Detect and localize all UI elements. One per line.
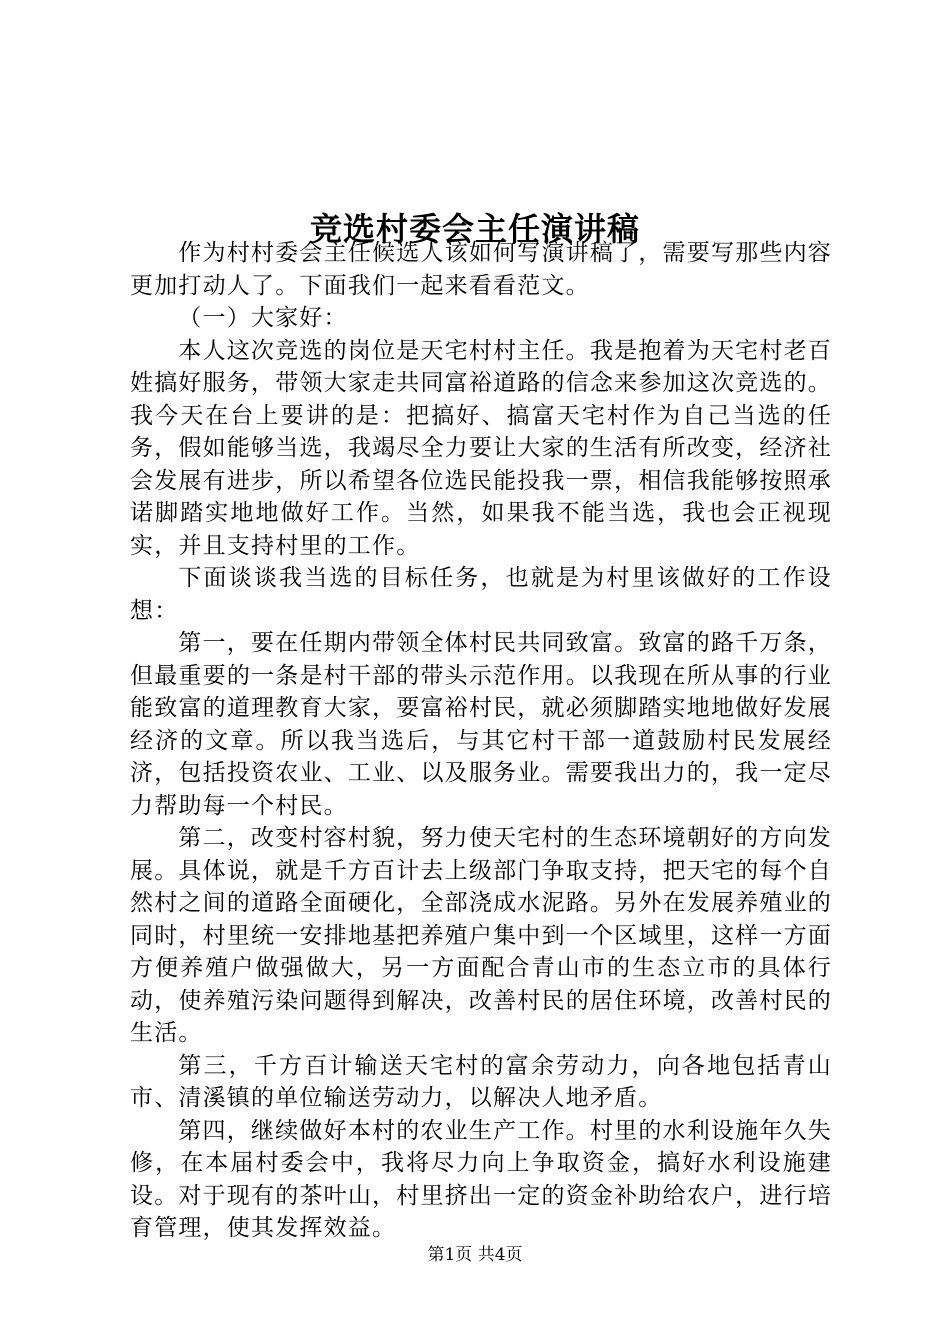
document-title: 竞选村委会主任演讲稿 [309, 210, 640, 249]
paragraph-goal-2: 第二，改变村容村貌，努力使天宅村的生态环境朝好的方向发展。具体说，就是千方百计去上级部门争取支持，把天宅的每个自然村之间的道路全面硬化，全部浇成水泥路。另外在发展养殖业的同时，村里统一安排地基把养殖户集中到一个区域里，这样一方面方便养殖户做强做大，另一方面配合青山市的生态立市的具体行动，使养殖污染问题得到解决，改善村民的居住环境，改善村民的生活。 [130, 825, 832, 1046]
paragraph-intro: 作为村村委会主任候选人该如何写演讲稿了，需要写那些内容更加打动人了。下面我们一起来看看范文。 [130, 240, 832, 299]
paragraph-greeting: （一）大家好： [178, 305, 348, 331]
paragraph-candidacy: 本人这次竞选的岗位是天宅村村主任。我是抱着为天宅村老百姓搞好服务，带领大家走共同富裕道路的信念来参加这次竞选的。我今天在台上要讲的是：把搞好、搞富天宅村作为自己当选的任务，假如能够当选，我竭尽全力要让大家的生活有所改变，经济社会发展有进步，所以希望各位选民能投我一票，相信我能够按照承诺脚踏实地地做好工作。当然，如果我不能当选，我也会正视现实，并且支持村里的工作。 [130, 337, 832, 559]
paragraph-goal-1: 第一，要在任期内带领全体村民共同致富。致富的路千万条，但最重要的一条是村干部的带头示范作用。以我现在所从事的行业能致富的道理教育大家，要富裕村民，就必须脚踏实地地做好发展经济的文章。所以我当选后，与其它村干部一道鼓励村民发展经济，包括投资农业、工业、以及服务业。需要我出力的，我一定尽力帮助每一个村民。 [130, 630, 832, 819]
paragraph-goal-4: 第四，继续做好本村的农业生产工作。村里的水利设施年久失修，在本届村委会中，我将尽力向上争取资金，搞好水利设施建设。对于现有的茶叶山，村里挤出一定的资金补助给农户，进行培育管理，使其发挥效益。 [130, 1117, 832, 1241]
paragraph-goals-intro: 下面谈谈我当选的目标任务，也就是为村里该做好的工作设想： [130, 565, 832, 624]
document-body [130, 237, 832, 1245]
paragraph-goal-3: 第三，千方百计输送天宅村的富余劳动力，向各地包括青山市、清溪镇的单位输送劳动力，以解决人地矛盾。 [130, 1052, 832, 1111]
page-number: 第1页 共4页 [427, 1245, 523, 1265]
